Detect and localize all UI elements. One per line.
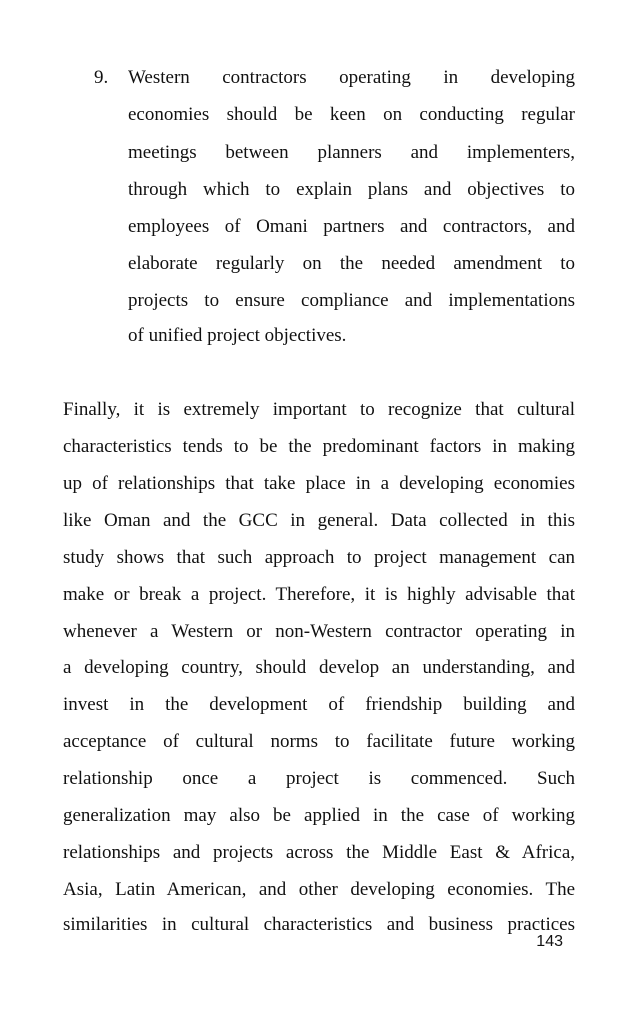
list-item-number: 9.	[94, 67, 109, 88]
paragraph-line: up of relationships that take place in a developing economies	[63, 473, 575, 494]
paragraph-line: Asia, Latin American, and other developing economies. The	[63, 879, 575, 900]
paragraph-line: study shows that such approach to project management can	[63, 547, 575, 568]
list-item-line: elaborate regularly on the needed amendment to	[128, 253, 575, 274]
list-item-line: projects to ensure compliance and implementations	[128, 290, 575, 311]
paragraph-line: make or break a project. Therefore, it is highly advisable that	[63, 584, 575, 605]
list-item-line: through which to explain plans and objectives to	[128, 179, 575, 200]
paragraph-line: relationship once a project is commenced. Such	[63, 768, 575, 789]
list-item-line: Western contractors operating in developing	[128, 67, 575, 88]
paragraph-line: acceptance of cultural norms to facilitate future working	[63, 731, 575, 752]
paragraph-line: generalization may also be applied in the case of working	[63, 805, 575, 826]
paragraph-line: Finally, it is extremely important to recognize that cultural	[63, 399, 575, 420]
paragraph-line: relationships and projects across the Middle East & Africa,	[63, 842, 575, 863]
paragraph-line: a developing country, should develop an understanding, and	[63, 657, 575, 678]
list-item-line: employees of Omani partners and contractors, and	[128, 216, 575, 237]
list-item-line: of unified project objectives.	[128, 325, 347, 346]
list-item-line: economies should be keen on conducting regular	[128, 104, 575, 125]
paragraph-line: similarities in cultural characteristics and business practices	[63, 914, 575, 935]
paragraph-line: like Oman and the GCC in general. Data collected in this	[63, 510, 575, 531]
list-item-line: meetings between planners and implementers,	[128, 142, 575, 163]
paragraph-line: whenever a Western or non-Western contractor operating in	[63, 621, 575, 642]
page-number: 143	[536, 933, 563, 950]
paragraph-line: characteristics tends to be the predominant factors in making	[63, 436, 575, 457]
paragraph-line: invest in the development of friendship building and	[63, 694, 575, 715]
